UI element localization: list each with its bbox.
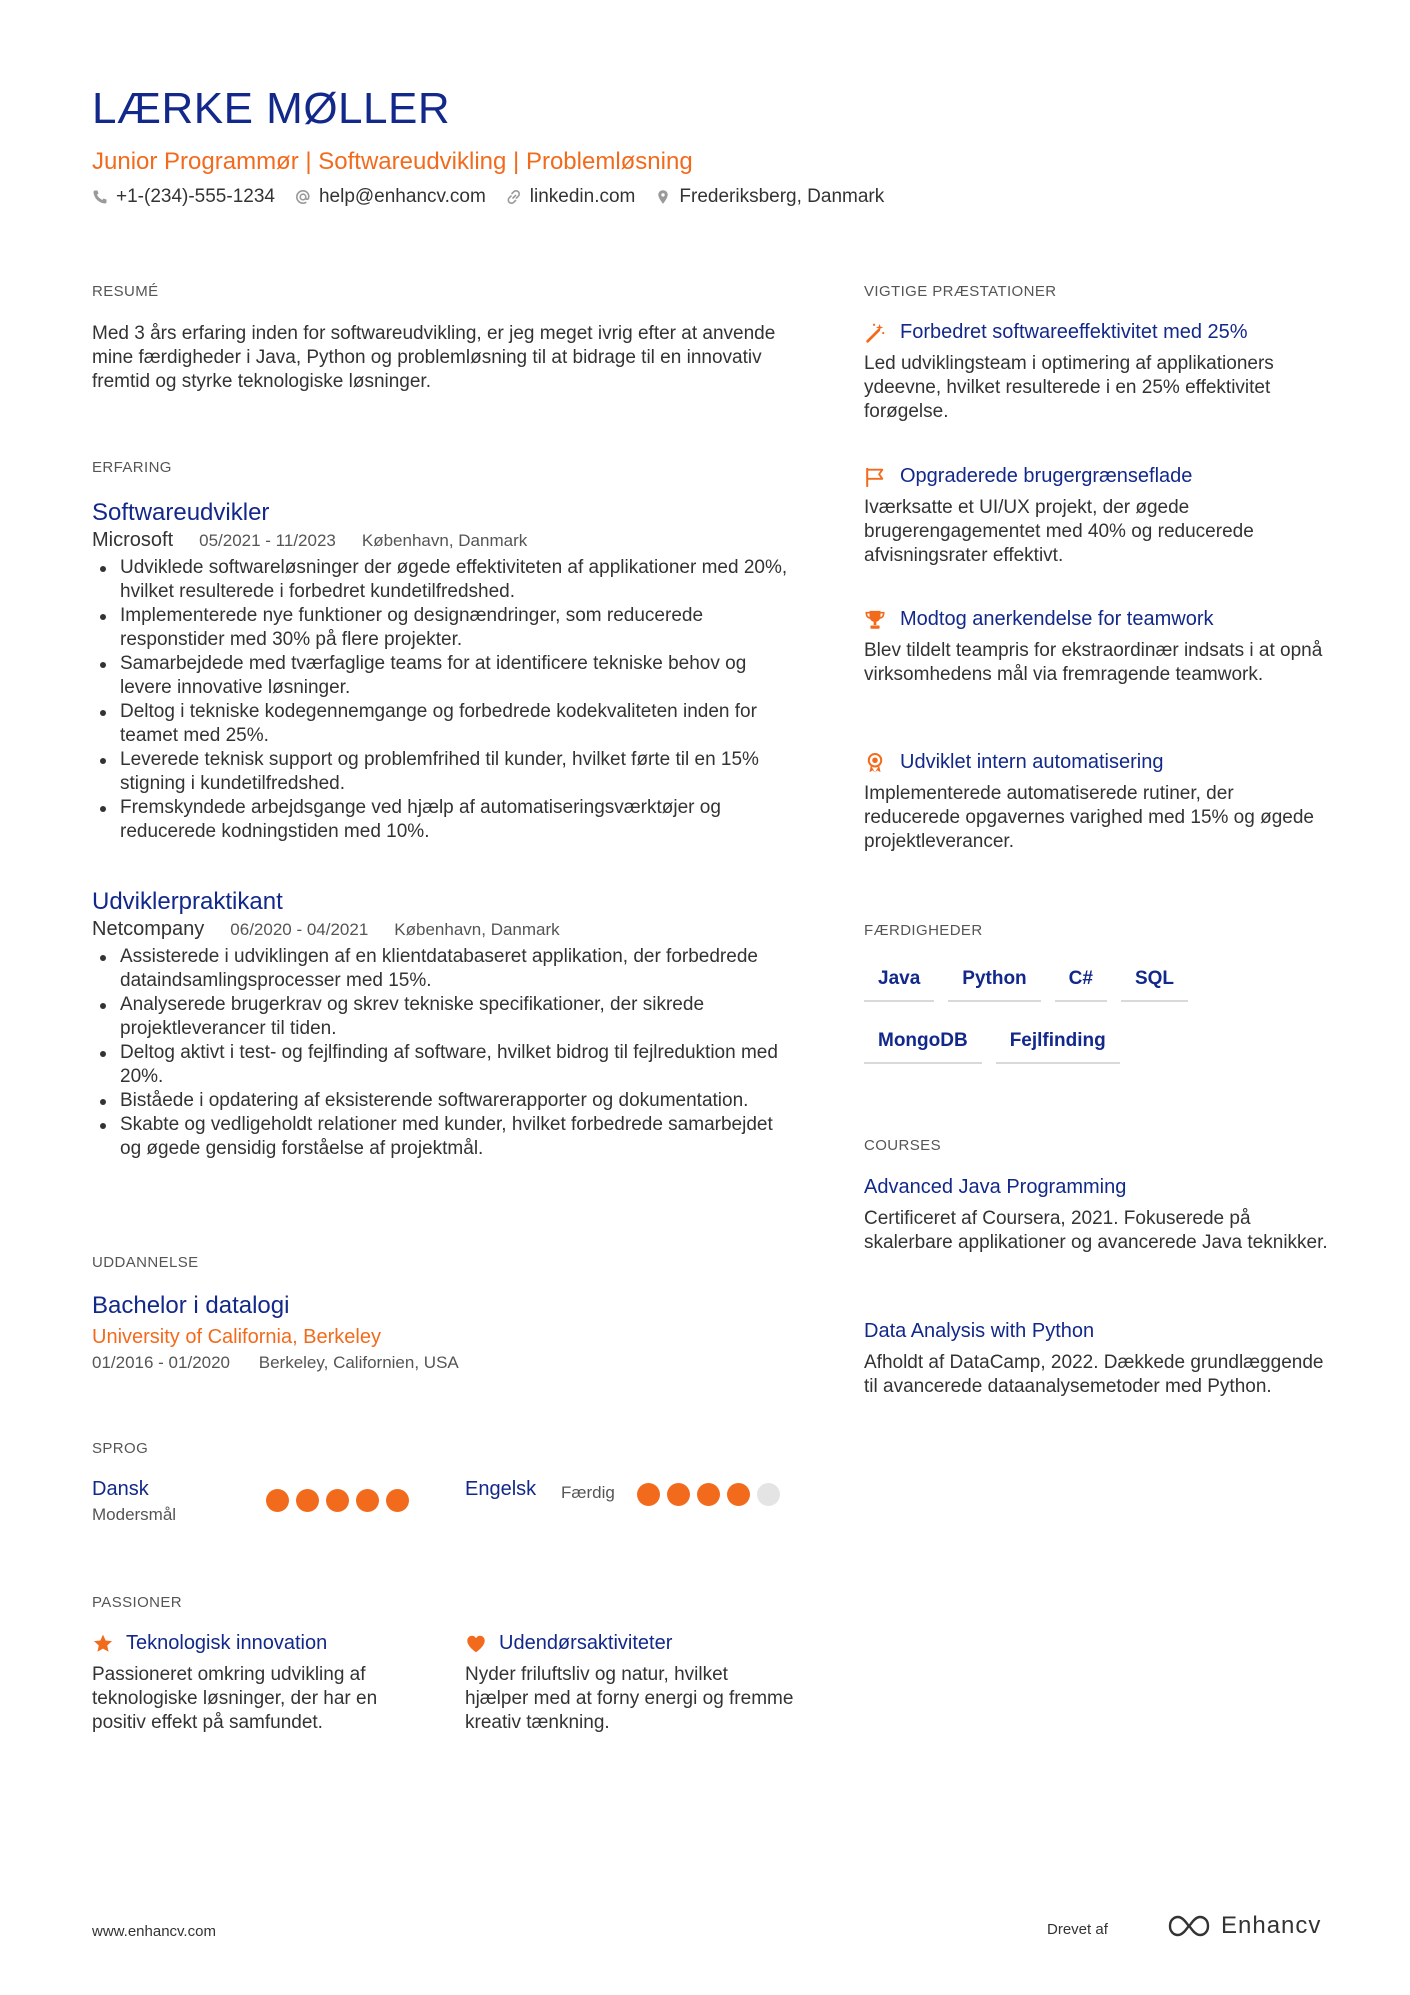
achievement-title-text: Modtog anerkendelse for teamwork — [900, 608, 1214, 630]
language-item — [92, 1478, 176, 1525]
contact-bar — [92, 186, 904, 208]
bullet-item: Implementerede nye funktioner og designændringer, som reducerede responstider med 30% på flere projekter. — [92, 604, 792, 652]
skills-section-title: FÆRDIGHEDER — [864, 922, 983, 939]
contact-email[interactable] — [295, 186, 486, 208]
achievement-title — [864, 751, 1334, 774]
passion-desc: Nyder friluftsliv og natur, hvilket hjælper med at forny energi og fremme kreativ tænkning. — [465, 1664, 794, 1733]
achievement-item — [864, 608, 1334, 687]
achievement-title-text: Opgraderede brugergrænseflade — [900, 465, 1193, 487]
rating-dot-filled — [667, 1483, 690, 1506]
passion-title-text: Udendørsaktiviteter — [499, 1632, 673, 1654]
location-icon — [655, 189, 671, 205]
job-company: Microsoft — [92, 529, 174, 551]
contact-linkedin-text: linkedin.com — [529, 186, 636, 207]
passion-item — [465, 1632, 795, 1735]
skill-tag: Fejlfinding — [996, 1022, 1120, 1064]
achievement-desc: Blev tildelt teampris for ekstraordinær indsats i at opnå virksomhedens mål via fremragende teamwork. — [864, 640, 1323, 685]
achievement-title — [864, 608, 1334, 631]
achievement-title-text: Udviklet intern automatisering — [900, 751, 1164, 773]
job-location: København, Danmark — [394, 920, 560, 939]
bullet-item: Fremskyndede arbejdsgange ved hjælp af automatiseringsværktøjer og reducerede kodningstiden med 10%. — [92, 796, 792, 844]
languages-section-title: SPROG — [92, 1440, 149, 1457]
education-entry — [92, 1292, 792, 1373]
achievement-title — [864, 465, 1334, 488]
trophy-icon — [864, 609, 886, 631]
achievement-desc: Implementerede automatiserede rutiner, der reducerede opgavernes varighed med 15% og øgede projektleverancer. — [864, 783, 1314, 852]
bullet-item: Assisterede i udviklingen af en klientdatabaseret applikation, der forbedrede dataindsamlingsprocesser med 15%. — [92, 945, 792, 993]
bullet-item: Deltog aktivt i test- og fejlfinding af software, hvilket bidrog til fejlreduktion med 20%. — [92, 1041, 792, 1089]
experience-section-title: ERFARING — [92, 459, 172, 476]
job-entry — [92, 499, 792, 844]
passions-section-title: PASSIONER — [92, 1594, 183, 1611]
edu-school: University of California, Berkeley — [92, 1326, 381, 1348]
skill-tag: Python — [948, 960, 1040, 1002]
candidate-name: LÆRKE MØLLER — [92, 84, 451, 133]
achievement-item — [864, 321, 1334, 424]
rating-dot-filled — [637, 1483, 660, 1506]
at-icon — [295, 189, 311, 205]
job-meta — [92, 529, 792, 552]
course-desc: Certificeret af Coursera, 2021. Fokuserede på skalerbare applikationer og avancerede Java teknikker. — [864, 1208, 1328, 1253]
bullet-item: Biståede i opdatering af eksisterende softwarerapporter og dokumentation. — [92, 1089, 792, 1113]
enhancv-logo[interactable] — [1167, 1912, 1321, 1940]
achievement-desc: Led udviklingsteam i optimering af applikationers ydeevne, hvilket resulterede i en 25% effektivitet forøgelse. — [864, 353, 1274, 422]
achievement-title — [864, 321, 1334, 344]
phone-icon — [92, 189, 108, 205]
enhancv-logo-icon — [1167, 1913, 1211, 1939]
job-bullets — [92, 556, 792, 844]
education-section-title: UDDANNELSE — [92, 1254, 199, 1271]
rating-dot-filled — [386, 1489, 409, 1512]
footer-powered-by: Drevet af — [1047, 1921, 1108, 1938]
passion-title-text: Teknologisk innovation — [126, 1632, 328, 1654]
language-item — [465, 1478, 536, 1501]
language-rating — [637, 1483, 787, 1506]
skill-tag: MongoDB — [864, 1022, 982, 1064]
summary-text: Med 3 års erfaring inden for softwareudvikling, er jeg meget ivrig efter at anvende mine færdigheder i Java, Python og problemløsning til at bidrage til en innovativ fremtid og styrke teknologiske løsninger. — [92, 323, 776, 392]
enhancv-logo-text: Enhancv — [1221, 1912, 1322, 1939]
contact-linkedin[interactable] — [506, 186, 636, 208]
flag-icon — [864, 466, 886, 488]
contact-phone — [92, 186, 275, 208]
edu-location: Berkeley, Californien, USA — [258, 1353, 459, 1372]
skill-tag: Java — [864, 960, 934, 1002]
rating-dot-empty — [757, 1483, 780, 1506]
job-title: Softwareudvikler — [92, 499, 270, 526]
contact-location — [655, 186, 884, 208]
rating-dot-filled — [697, 1483, 720, 1506]
passion-title — [92, 1632, 422, 1655]
job-meta — [92, 918, 792, 941]
contact-location-text: Frederiksberg, Danmark — [679, 186, 885, 207]
bullet-item: Samarbejdede med tværfaglige teams for at identificere tekniske behov og levere innovative løsninger. — [92, 652, 792, 700]
job-dates: 05/2021 - 11/2023 — [199, 531, 336, 550]
job-location: København, Danmark — [361, 531, 528, 550]
language-name: Dansk — [92, 1478, 149, 1500]
job-dates: 06/2020 - 04/2021 — [230, 920, 369, 939]
language-rating — [266, 1489, 416, 1512]
rating-dot-filled — [356, 1489, 379, 1512]
skill-tag: SQL — [1121, 960, 1188, 1002]
edu-meta — [92, 1353, 792, 1373]
edu-dates: 01/2016 - 01/2020 — [92, 1353, 231, 1372]
rating-dot-filled — [727, 1483, 750, 1506]
language-level: Modersmål — [92, 1505, 177, 1524]
skills-list — [864, 960, 1284, 1084]
language-level: Færdig — [561, 1483, 615, 1502]
achievements-section-title: VIGTIGE PRÆSTATIONER — [864, 283, 1057, 300]
bullet-item: Leverede teknisk support og problemfrihed til kunder, hvilket førte til en 15% stigning i kundetilfredshed. — [92, 748, 792, 796]
rating-dot-filled — [296, 1489, 319, 1512]
heart-icon — [465, 1633, 487, 1655]
rating-dot-filled — [266, 1489, 289, 1512]
courses-section-title: COURSES — [864, 1137, 941, 1154]
contact-email-text: help@enhancv.com — [318, 186, 486, 207]
link-icon — [506, 189, 522, 205]
magic-wand-icon — [864, 322, 886, 344]
headline: Junior Programmør | Softwareudvikling | Problemløsning — [92, 148, 693, 175]
passion-desc: Passioneret omkring udvikling af teknologiske løsninger, der har en positiv effekt på samfundet. — [92, 1664, 378, 1733]
course-title: Data Analysis with Python — [864, 1320, 1095, 1342]
job-title: Udviklerpraktikant — [92, 888, 283, 915]
job-company: Netcompany — [92, 918, 205, 940]
course-item — [864, 1176, 1334, 1255]
achievement-item — [864, 751, 1334, 854]
achievement-title-text: Forbedret softwareeffektivitet med 25% — [900, 321, 1248, 343]
achievement-item — [864, 465, 1334, 568]
skill-tag: C# — [1055, 960, 1107, 1002]
contact-phone-text: +1-(234)-555-1234 — [116, 186, 275, 207]
bullet-item: Udviklede softwareløsninger der øgede effektiviteten af applikationer med 20%, hvilket resulterede i forbedret kundetilfredshed. — [92, 556, 792, 604]
summary-section-title: RESUMÉ — [92, 283, 159, 300]
passion-title — [465, 1632, 795, 1655]
award-icon — [864, 752, 886, 774]
course-desc: Afholdt af DataCamp, 2022. Dækkede grundlæggende til avancerede dataanalysemetoder med Python. — [864, 1352, 1324, 1397]
course-title: Advanced Java Programming — [864, 1176, 1127, 1198]
achievement-desc: Iværksatte et UI/UX projekt, der øgede brugerengagementet med 40% og reducerede afvisningsrater effektivt. — [864, 497, 1254, 566]
course-item — [864, 1320, 1334, 1399]
footer-url[interactable]: www.enhancv.com — [92, 1923, 216, 1940]
bullet-item: Skabte og vedligeholdt relationer med kunder, hvilket forbedrede samarbejdet og øgede gensidig forståelse af projektmål. — [92, 1113, 792, 1161]
bullet-item: Deltog i tekniske kodegennemgange og forbedrede kodekvaliteten inden for teamet med 25%. — [92, 700, 792, 748]
bullet-item: Analyserede brugerkrav og skrev tekniske specifikationer, der sikrede projektleverancer til tiden. — [92, 993, 792, 1041]
rating-dot-filled — [326, 1489, 349, 1512]
job-entry — [92, 888, 792, 1161]
edu-degree: Bachelor i datalogi — [92, 1292, 290, 1319]
job-bullets — [92, 945, 792, 1161]
star-icon — [92, 1633, 114, 1655]
language-name: Engelsk — [465, 1478, 537, 1500]
passion-item — [92, 1632, 422, 1735]
